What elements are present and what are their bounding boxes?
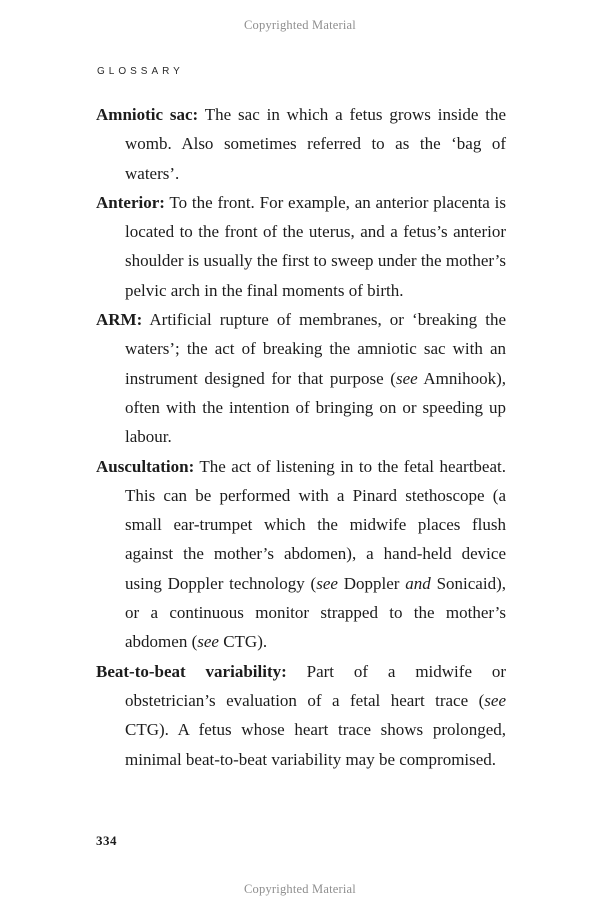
definition-text: Sonicaid), or a continuous monitor strapped to the mother’s abdomen ( — [125, 573, 506, 652]
definition-text: The act of listening in to the fetal heartbeat. This can be performed with a Pinard stethoscope (a small ear-trumpet which the midwife places flush against the mother’s abdomen), a hand-held device using Doppler technology ( — [125, 456, 506, 593]
glossary-term: ARM: — [96, 310, 143, 330]
definition-text: CTG). — [218, 632, 268, 652]
definition-text: Part of a midwife or obstetrician’s evaluation of a fetal heart trace ( — [125, 661, 507, 710]
glossary-term: Auscultation: — [96, 456, 195, 476]
definition-italic-text: see — [316, 573, 338, 593]
glossary-entry — [96, 452, 506, 657]
glossary-entry — [96, 100, 506, 188]
definition-italic-text: and — [405, 573, 431, 593]
definition-text: CTG). A fetus whose heart trace shows prolonged, minimal beat-to-beat variability may be compromised. — [125, 720, 506, 769]
page-title: GLOSSARY — [97, 66, 184, 77]
definition-italic-text: see — [395, 368, 418, 388]
glossary-term: Amniotic sac: — [96, 105, 199, 124]
glossary-term: Beat-to-beat variability: — [96, 661, 287, 681]
definition-text: To the front. For example, an anterior placenta is located to the front of the uterus, and a fetus’s anterior shoulder is usually the first to sweep under the mother’s pelvic arch in the final moments of birth. — [125, 192, 506, 300]
copyright-notice-bottom: Copyrighted Material — [244, 882, 356, 896]
definition-italic-text: see — [484, 690, 506, 710]
definition-italic-text: see — [197, 632, 219, 652]
page-number: 334 — [96, 833, 117, 848]
definition-text: Doppler — [337, 573, 406, 593]
definition-text: Artificial rupture of membranes, or ‘breaking the waters’; the act of breaking the amniotic sac with an instrument designed for that purpose ( — [125, 310, 506, 388]
glossary-term: Anterior: — [96, 192, 165, 212]
glossary-entries — [96, 100, 506, 774]
glossary-entry — [96, 305, 506, 451]
definition-text: The sac in which a fetus grows inside the womb. Also sometimes referred to as the ‘bag of waters’. — [125, 105, 506, 183]
copyright-notice-top: Copyrighted Material — [244, 18, 356, 32]
glossary-entry — [96, 188, 506, 305]
definition-text: Amnihook), often with the intention of bringing on or speeding up labour. — [125, 368, 506, 447]
glossary-entry — [96, 657, 506, 774]
